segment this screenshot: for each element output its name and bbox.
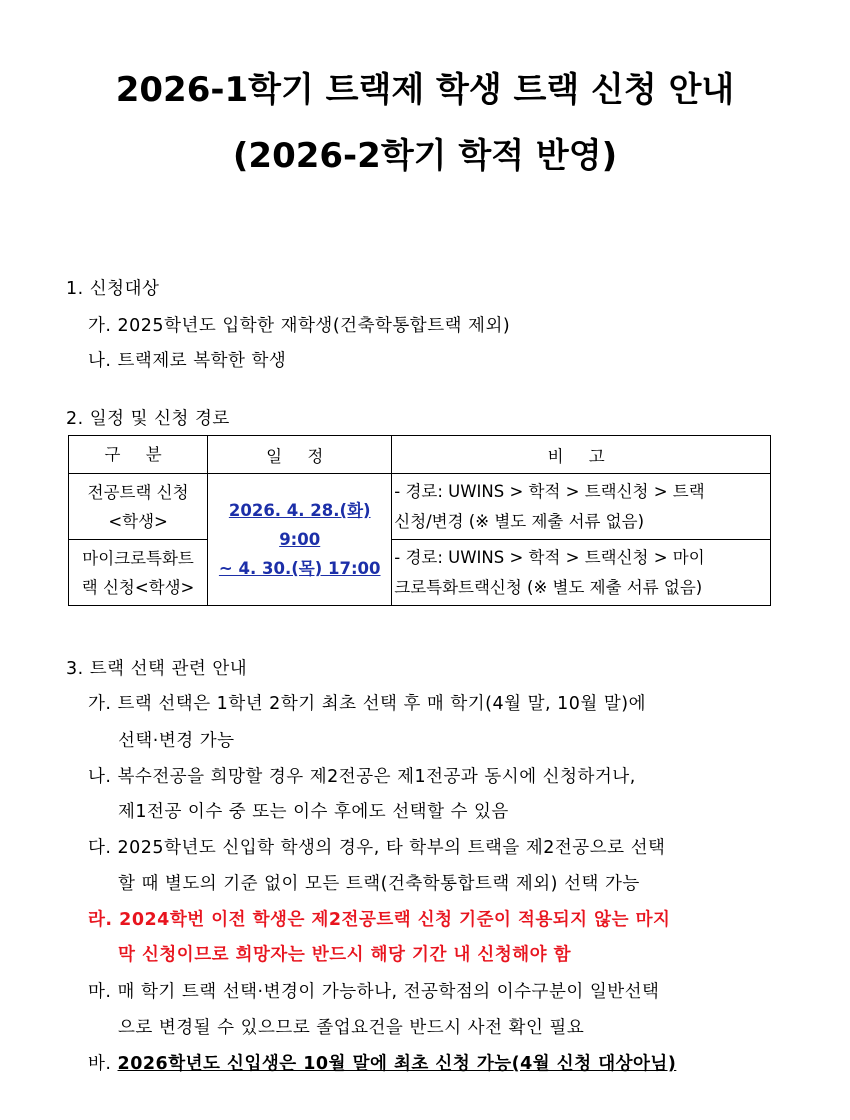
note-line: - 경로: UWINS > 학적 > 트랙신청 > 트랙 <box>394 481 705 501</box>
section3-item-da-line2: 할 때 별도의 기준 없이 모든 트랙(건축학통합트랙 제외) 선택 가능 <box>118 874 640 894</box>
section3-item-ba-text: 2026학년도 신입생은 10월 말에 최초 신청 가능(4월 신청 대상아님) <box>117 1054 677 1074</box>
schedule-table <box>68 435 771 606</box>
section3-item-ma-line1: 마. 매 학기 트랙 선택·변경이 가능하나, 전공학점의 이수구분이 일반선택 <box>88 982 660 1002</box>
section3-heading: 3. 트랙 선택 관련 안내 <box>66 659 248 679</box>
schedule-cell <box>208 474 392 606</box>
note-line: 크로특화트랙신청 (※ 별도 제출 서류 없음) <box>394 577 703 597</box>
section3-item-ba <box>88 1050 676 1075</box>
section3-item-ga-line2: 선택·변경 가능 <box>118 731 235 751</box>
note-line: 신청/변경 (※ 별도 제출 서류 없음) <box>394 511 645 531</box>
section3-item-da-line1: 다. 2025학년도 신입학 학생의 경우, 타 학부의 트랙을 제2전공으로 선택 <box>88 838 666 858</box>
category-line: 마이크로특화트 <box>82 548 194 568</box>
section3-item-ma-line2: 으로 변경될 수 있으므로 졸업요건을 반드시 사전 확인 필요 <box>118 1018 585 1038</box>
category-line: 랙 신청<학생> <box>81 577 195 597</box>
section1-item-ga: 가. 2025학년도 입학한 재학생(건축학통합트랙 제외) <box>88 316 511 336</box>
note-cell <box>392 540 771 606</box>
section3-item-ra-line1: 라. 2024학번 이전 학생은 제2전공트랙 신청 기준이 적용되지 않는 마지 <box>88 910 671 930</box>
section3-item-na-line2: 제1전공 이수 중 또는 이수 후에도 선택할 수 있음 <box>118 802 509 822</box>
section3-item-ba-prefix: 바. <box>88 1054 118 1074</box>
table-row <box>69 474 771 540</box>
schedule-start: 2026. 4. 28.(화) 9:00 <box>228 501 371 549</box>
category-cell <box>69 474 208 540</box>
section3-item-ga-line1: 가. 트랙 선택은 1학년 2학기 최초 선택 후 매 학기(4월 말, 10월 말)에 <box>88 694 647 714</box>
section1-item-na: 나. 트랙제로 복학한 학생 <box>88 351 287 371</box>
section3-item-ra-line2: 막 신청이므로 희망자는 반드시 해당 기간 내 신청해야 함 <box>118 945 572 965</box>
note-line: - 경로: UWINS > 학적 > 트랙신청 > 마이 <box>394 547 705 567</box>
header-note: 비 고 <box>392 436 771 474</box>
category-line: 전공트랙 신청 <box>87 482 189 502</box>
category-cell <box>69 540 208 606</box>
section1-heading: 1. 신청대상 <box>66 279 160 299</box>
category-line: <학생> <box>108 511 168 531</box>
header-category: 구 분 <box>69 436 208 474</box>
note-cell <box>392 474 771 540</box>
document-title: 2026-1학기 트랙제 학생 트랙 신청 안내 <box>115 70 735 110</box>
document-subtitle: (2026-2학기 학적 반영) <box>232 136 618 176</box>
section2-heading: 2. 일정 및 신청 경로 <box>66 409 230 429</box>
section3-item-na-line1: 나. 복수전공을 희망할 경우 제2전공은 제1전공과 동시에 신청하거나, <box>88 767 636 787</box>
table-header-row <box>69 436 771 474</box>
table-row <box>69 540 771 606</box>
header-schedule: 일 정 <box>208 436 392 474</box>
schedule-end: ~ 4. 30.(목) 17:00 <box>218 559 381 578</box>
